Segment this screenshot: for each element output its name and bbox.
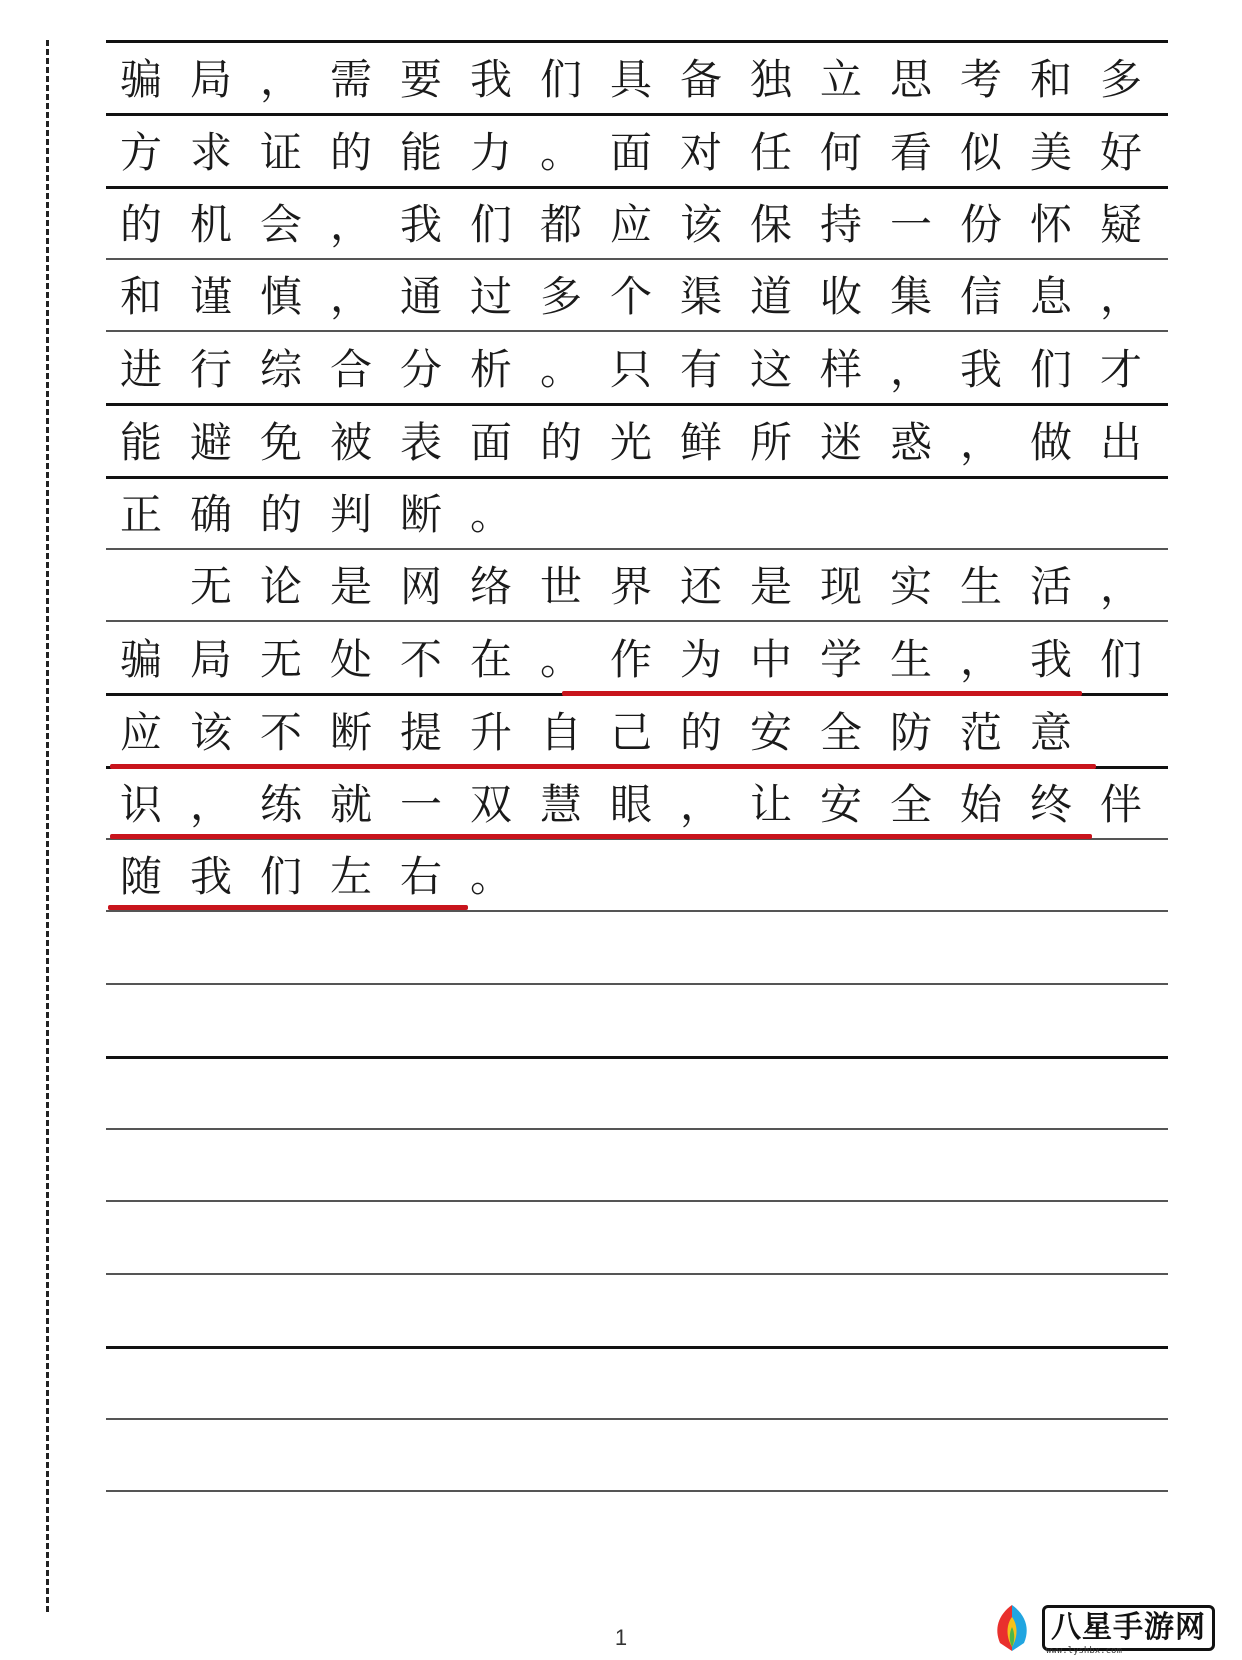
handwritten-char: ， bbox=[329, 272, 372, 321]
handwritten-char: 。 bbox=[539, 128, 582, 177]
handwritten-char: 个 bbox=[609, 272, 652, 321]
text-line bbox=[106, 697, 1168, 769]
handwritten-char: 现 bbox=[819, 562, 862, 611]
handwritten-char: 美 bbox=[1029, 128, 1072, 177]
handwritten-char: 多 bbox=[539, 272, 582, 321]
handwritten-char: 们 bbox=[1029, 345, 1072, 394]
handwritten-char: 信 bbox=[959, 272, 1002, 321]
handwritten-char: ， bbox=[679, 780, 722, 829]
handwritten-char: 络 bbox=[469, 562, 512, 611]
highlight-underline bbox=[110, 764, 1096, 769]
handwritten-char: 一 bbox=[889, 200, 932, 249]
handwritten-char: 。 bbox=[469, 490, 512, 539]
handwritten-char: 做 bbox=[1029, 418, 1072, 467]
handwritten-char: 才 bbox=[1099, 345, 1142, 394]
handwritten-char: 惑 bbox=[889, 418, 932, 467]
handwritten-char: 终 bbox=[1029, 780, 1072, 829]
text-line bbox=[106, 261, 1168, 333]
handwritten-char: 样 bbox=[819, 345, 862, 394]
binding-margin-line bbox=[46, 40, 49, 1612]
handwritten-char: 伴 bbox=[1099, 780, 1142, 829]
handwritten-char: 还 bbox=[679, 562, 722, 611]
handwritten-char: 让 bbox=[749, 780, 792, 829]
handwritten-char: 任 bbox=[749, 128, 792, 177]
handwritten-char: 不 bbox=[259, 708, 302, 757]
handwritten-char: 应 bbox=[119, 708, 162, 757]
handwritten-char: 面 bbox=[609, 128, 652, 177]
handwritten-char: 应 bbox=[609, 200, 652, 249]
text-line bbox=[106, 117, 1168, 189]
handwritten-char: 似 bbox=[959, 128, 1002, 177]
handwritten-char: 求 bbox=[189, 128, 232, 177]
handwritten-char: ， bbox=[959, 635, 1002, 684]
handwritten-char: 世 bbox=[539, 562, 582, 611]
handwritten-char: 这 bbox=[749, 345, 792, 394]
handwritten-char: 何 bbox=[819, 128, 862, 177]
handwritten-char: 机 bbox=[189, 200, 232, 249]
logo-url-text: www.lyshbx.com bbox=[1046, 1646, 1122, 1656]
handwritten-char: 们 bbox=[469, 200, 512, 249]
handwritten-char: 看 bbox=[889, 128, 932, 177]
handwritten-char: 中 bbox=[749, 635, 792, 684]
handwritten-char: 面 bbox=[469, 418, 512, 467]
handwritten-char: 立 bbox=[819, 55, 862, 104]
handwritten-char: 们 bbox=[539, 55, 582, 104]
handwritten-char: 处 bbox=[329, 635, 372, 684]
handwritten-char: 确 bbox=[189, 490, 232, 539]
rule-line bbox=[106, 1273, 1168, 1275]
highlight-underline bbox=[110, 834, 1092, 839]
writing-sheet bbox=[106, 0, 1168, 1660]
handwritten-char: 对 bbox=[679, 128, 722, 177]
handwritten-char: 作 bbox=[609, 635, 652, 684]
handwritten-char: 要 bbox=[399, 55, 442, 104]
handwritten-char: 们 bbox=[259, 852, 302, 901]
handwritten-char: 正 bbox=[119, 490, 162, 539]
handwritten-char: ， bbox=[329, 200, 372, 249]
handwritten-char: 慧 bbox=[539, 780, 582, 829]
handwritten-char: 迷 bbox=[819, 418, 862, 467]
handwritten-char: 是 bbox=[329, 562, 372, 611]
text-line bbox=[106, 769, 1168, 841]
handwritten-char: 的 bbox=[259, 490, 302, 539]
text-line bbox=[106, 407, 1168, 479]
text-line bbox=[106, 479, 1168, 551]
logo-brand-text: 八星手游网 bbox=[1042, 1605, 1215, 1651]
handwritten-char: 道 bbox=[749, 272, 792, 321]
handwritten-char: 安 bbox=[749, 708, 792, 757]
handwritten-char: 始 bbox=[959, 780, 1002, 829]
handwritten-char: 持 bbox=[819, 200, 862, 249]
rule-line bbox=[106, 1056, 1168, 1059]
handwritten-char: 需 bbox=[329, 55, 372, 104]
handwritten-char: ， bbox=[189, 780, 232, 829]
handwritten-char: 能 bbox=[399, 128, 442, 177]
handwritten-char: 和 bbox=[119, 272, 162, 321]
handwritten-char: 渠 bbox=[679, 272, 722, 321]
handwritten-char: 全 bbox=[819, 708, 862, 757]
handwritten-char: 双 bbox=[469, 780, 512, 829]
handwritten-char: 的 bbox=[679, 708, 722, 757]
handwritten-char: 骗 bbox=[119, 55, 162, 104]
handwritten-char: ， bbox=[959, 418, 1002, 467]
handwritten-char: 能 bbox=[119, 418, 162, 467]
handwritten-char: 。 bbox=[539, 345, 582, 394]
handwritten-char: 被 bbox=[329, 418, 372, 467]
handwritten-char: 提 bbox=[399, 708, 442, 757]
handwritten-char: 该 bbox=[189, 708, 232, 757]
handwritten-char: 学 bbox=[819, 635, 862, 684]
handwritten-char: 右 bbox=[399, 852, 442, 901]
handwritten-char: 息 bbox=[1029, 272, 1072, 321]
handwritten-char: 的 bbox=[119, 200, 162, 249]
handwritten-char: ， bbox=[1099, 272, 1142, 321]
handwritten-char: 己 bbox=[609, 708, 652, 757]
handwritten-char: 界 bbox=[609, 562, 652, 611]
handwritten-char: 识 bbox=[119, 780, 162, 829]
handwritten-char: 保 bbox=[749, 200, 792, 249]
highlight-underline bbox=[562, 691, 1082, 696]
text-line bbox=[106, 841, 1168, 913]
rule-line bbox=[106, 1128, 1168, 1130]
handwritten-char: 无 bbox=[259, 635, 302, 684]
handwritten-char: 是 bbox=[749, 562, 792, 611]
handwritten-char: 我 bbox=[1029, 635, 1072, 684]
handwritten-char: 避 bbox=[189, 418, 232, 467]
handwritten-char: 怀 bbox=[1029, 200, 1072, 249]
text-line bbox=[106, 551, 1168, 623]
handwritten-char: 的 bbox=[539, 418, 582, 467]
rule-line bbox=[106, 1418, 1168, 1420]
handwritten-char: 左 bbox=[329, 852, 372, 901]
handwritten-char: 们 bbox=[1099, 635, 1142, 684]
handwritten-char: 都 bbox=[539, 200, 582, 249]
handwritten-char: 所 bbox=[749, 418, 792, 467]
text-line bbox=[106, 624, 1168, 696]
handwritten-char: 只 bbox=[609, 345, 652, 394]
rule-line bbox=[106, 983, 1168, 985]
rule-line bbox=[106, 40, 1168, 43]
handwritten-char: 多 bbox=[1099, 55, 1142, 104]
handwritten-char: 该 bbox=[679, 200, 722, 249]
handwritten-char: 随 bbox=[119, 852, 162, 901]
handwritten-char: 骗 bbox=[119, 635, 162, 684]
handwritten-char: 思 bbox=[889, 55, 932, 104]
handwritten-char: 慎 bbox=[259, 272, 302, 321]
handwritten-char: 方 bbox=[119, 128, 162, 177]
handwritten-char: 练 bbox=[259, 780, 302, 829]
handwritten-char: 活 bbox=[1029, 562, 1072, 611]
handwritten-char: 实 bbox=[889, 562, 932, 611]
handwritten-char: 证 bbox=[259, 128, 302, 177]
handwritten-char: 好 bbox=[1099, 128, 1142, 177]
handwritten-char: 就 bbox=[329, 780, 372, 829]
handwritten-char: 进 bbox=[119, 345, 162, 394]
rule-line bbox=[106, 1346, 1168, 1349]
site-watermark-logo bbox=[990, 1600, 1230, 1656]
handwritten-char: 升 bbox=[469, 708, 512, 757]
handwritten-char: 在 bbox=[469, 635, 512, 684]
handwritten-char: 综 bbox=[259, 345, 302, 394]
handwritten-char: 我 bbox=[189, 852, 232, 901]
handwritten-char: 免 bbox=[259, 418, 302, 467]
handwritten-char: ， bbox=[259, 55, 302, 104]
handwritten-char: 断 bbox=[329, 708, 372, 757]
handwritten-char: 鲜 bbox=[679, 418, 722, 467]
handwritten-char: 论 bbox=[259, 562, 302, 611]
handwritten-char: 范 bbox=[959, 708, 1002, 757]
handwritten-char: 。 bbox=[539, 635, 582, 684]
handwritten-char: 表 bbox=[399, 418, 442, 467]
handwritten-char: 过 bbox=[469, 272, 512, 321]
handwritten-char: 全 bbox=[889, 780, 932, 829]
handwritten-char: 。 bbox=[469, 852, 512, 901]
handwritten-char: 会 bbox=[259, 200, 302, 249]
rule-line bbox=[106, 1200, 1168, 1202]
handwritten-char: 不 bbox=[399, 635, 442, 684]
handwritten-char: 分 bbox=[399, 345, 442, 394]
handwritten-char: 意 bbox=[1029, 708, 1072, 757]
handwritten-char: 一 bbox=[399, 780, 442, 829]
handwritten-char: 光 bbox=[609, 418, 652, 467]
handwritten-char: 眼 bbox=[609, 780, 652, 829]
handwritten-char: 和 bbox=[1029, 55, 1072, 104]
handwritten-char: 份 bbox=[959, 200, 1002, 249]
handwritten-char: ， bbox=[889, 345, 932, 394]
handwritten-char: 防 bbox=[889, 708, 932, 757]
handwritten-char: 我 bbox=[399, 200, 442, 249]
rule-line bbox=[106, 1490, 1168, 1492]
handwritten-char: 安 bbox=[819, 780, 862, 829]
handwritten-char: 收 bbox=[819, 272, 862, 321]
handwritten-char: 我 bbox=[469, 55, 512, 104]
handwritten-char: 析 bbox=[469, 345, 512, 394]
handwritten-char: 考 bbox=[959, 55, 1002, 104]
handwritten-char: 力 bbox=[469, 128, 512, 177]
handwritten-char: 局 bbox=[189, 55, 232, 104]
handwritten-char: 为 bbox=[679, 635, 722, 684]
handwritten-char: 疑 bbox=[1099, 200, 1142, 249]
text-line bbox=[106, 44, 1168, 116]
handwritten-char: 断 bbox=[399, 490, 442, 539]
handwritten-char: 我 bbox=[959, 345, 1002, 394]
handwritten-char: 备 bbox=[679, 55, 722, 104]
handwritten-char: 具 bbox=[609, 55, 652, 104]
handwritten-char: 的 bbox=[329, 128, 372, 177]
handwritten-char: 生 bbox=[959, 562, 1002, 611]
highlight-underline bbox=[108, 905, 468, 910]
handwritten-char: 集 bbox=[889, 272, 932, 321]
handwritten-char: 出 bbox=[1099, 418, 1142, 467]
text-line bbox=[106, 189, 1168, 261]
handwritten-char: 生 bbox=[889, 635, 932, 684]
handwritten-char: 谨 bbox=[189, 272, 232, 321]
handwritten-char: 自 bbox=[539, 708, 582, 757]
handwritten-char: 行 bbox=[189, 345, 232, 394]
handwritten-char: 通 bbox=[399, 272, 442, 321]
handwritten-char: 无 bbox=[189, 562, 232, 611]
handwritten-char: 判 bbox=[329, 490, 372, 539]
page-number: 1 bbox=[614, 1625, 628, 1650]
handwritten-char: 合 bbox=[329, 345, 372, 394]
logo-leaf-icon bbox=[990, 1603, 1034, 1653]
handwritten-char: 网 bbox=[399, 562, 442, 611]
handwritten-char: ， bbox=[1099, 562, 1142, 611]
handwritten-char: 有 bbox=[679, 345, 722, 394]
handwritten-char: 局 bbox=[189, 635, 232, 684]
text-line bbox=[106, 334, 1168, 406]
handwritten-char: 独 bbox=[749, 55, 792, 104]
